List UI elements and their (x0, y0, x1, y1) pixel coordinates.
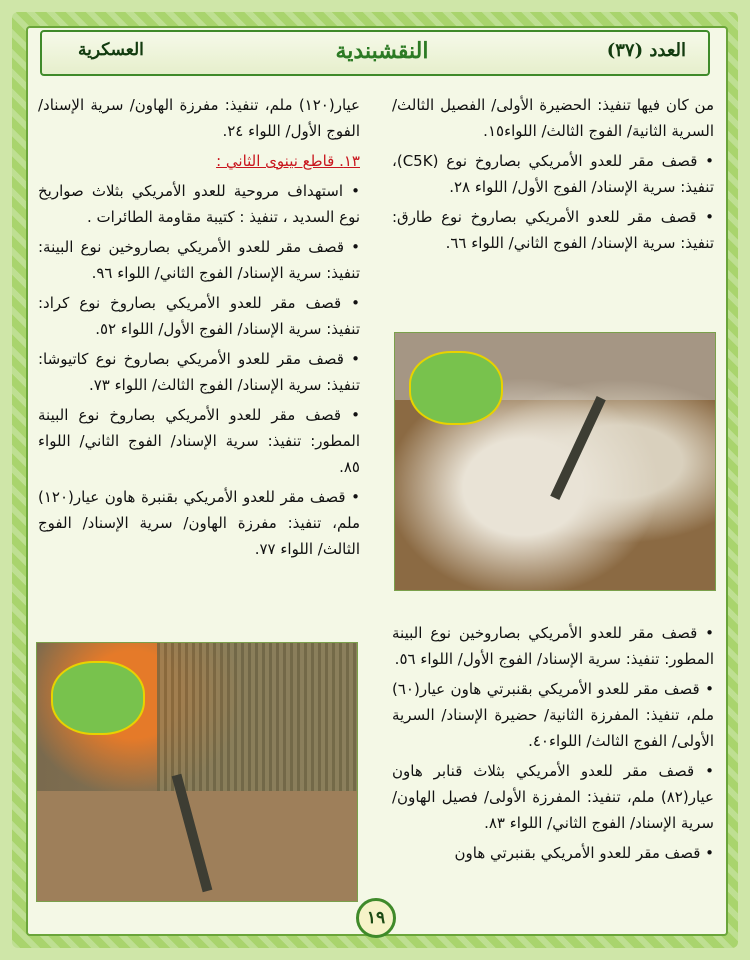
section-title: العسكرية (78, 40, 144, 60)
paragraph: عيار(١٢٠) ملم، تنفيذ: مفرزة الهاون/ سرية الإسناد/ الفوج الأول/ اللواء ٢٤. (38, 96, 360, 140)
list-item: • قصف مقر للعدو الأمريكي بصاروخ نوع كاتيوشا: تنفيذ: سرية الإسناد/ الفوج الثالث/ اللواء ٧٣. (38, 346, 360, 398)
paragraph: من كان فيها تنفيذ: الحضيرة الأولى/ الفصيل الثالث/ السرية الثانية/ الفوج الثالث/ اللواء١٥. (392, 96, 714, 140)
page-number: ١٩ (356, 898, 396, 938)
list-item: • قصف مقر للعدو الأمريكي بثلاث قنابر هاون عيار(٨٢) ملم، تنفيذ: المفرزة الأولى/ فصيل الهاون/ سرية الإسناد/ الفوج الثاني/ اللواء ٨٣. (392, 758, 714, 836)
mortar-firing-photo (36, 642, 358, 902)
list-item: • استهداف مروحية للعدو الأمريكي بثلاث صواريخ نوع السديد ، تنفيذ : كتيبة مقاومة الطائرات . (38, 178, 360, 230)
list-item: • قصف مقر للعدو الأمريكي بصاروخ نوع البينة المطور: تنفيذ: سرية الإسناد/ الفوج الثاني/ اللواء ٨٥. (38, 402, 360, 480)
reeds-background (157, 643, 357, 803)
list-item: • قصف مقر للعدو الأمريكي بصاروخين نوع البينة المطور: تنفيذ: سرية الإسناد/ الفوج الأول/ اللواء ٥٦. (392, 620, 714, 672)
list-item: • قصف مقر للعدو الأمريكي بصاروخ نوع كراد: تنفيذ: سرية الإسناد/ الفوج الأول/ اللواء ٥٢. (38, 290, 360, 342)
left-column (38, 92, 360, 566)
right-column-top (392, 92, 714, 260)
emblem-icon (51, 661, 145, 735)
list-item: • قصف مقر للعدو الأمريكي بقنبرتي هاون عيار(٦٠) ملم، تنفيذ: المفرزة الثانية/ حضيرة الإسناد/ السرية الأولى/ الفوج الثالث/ اللواء٤٠. (392, 676, 714, 754)
mortar-launch-photo (394, 332, 716, 591)
emblem-icon (409, 351, 503, 425)
list-item: • قصف مقر للعدو الأمريكي بصاروخين نوع البينة: تنفيذ: سرية الإسناد/ الفوج الثاني/ اللواء ٩٦. (38, 234, 360, 286)
list-item: • قصف مقر للعدو الأمريكي بقنبرة هاون عيار(١٢٠) ملم، تنفيذ: مفرزة الهاون/ سرية الإسناد/ الفوج الثالث/ اللواء ٧٧. (38, 484, 360, 562)
list-item: • قصف مقر للعدو الأمريكي بصاروخ نوع طارق: تنفيذ: سرية الإسناد/ الفوج الثاني/ اللواء ٦٦. (392, 204, 714, 256)
page-header (40, 30, 710, 76)
list-item: • قصف مقر للعدو الأمريكي بصاروخ نوع (C5K)، تنفيذ: سرية الإسناد/ الفوج الأول/ اللواء ٢٨. (392, 148, 714, 200)
mortar-tube-icon (550, 396, 606, 500)
issue-number: العدد (٣٧) (606, 40, 686, 61)
magazine-logo: النقشبندية (335, 38, 429, 64)
right-column-bottom (392, 620, 714, 870)
list-item: • قصف مقر للعدو الأمريكي بقنبرتي هاون (392, 840, 714, 866)
section-heading: ١٣. قاطع نينوى الثاني : (216, 152, 360, 170)
